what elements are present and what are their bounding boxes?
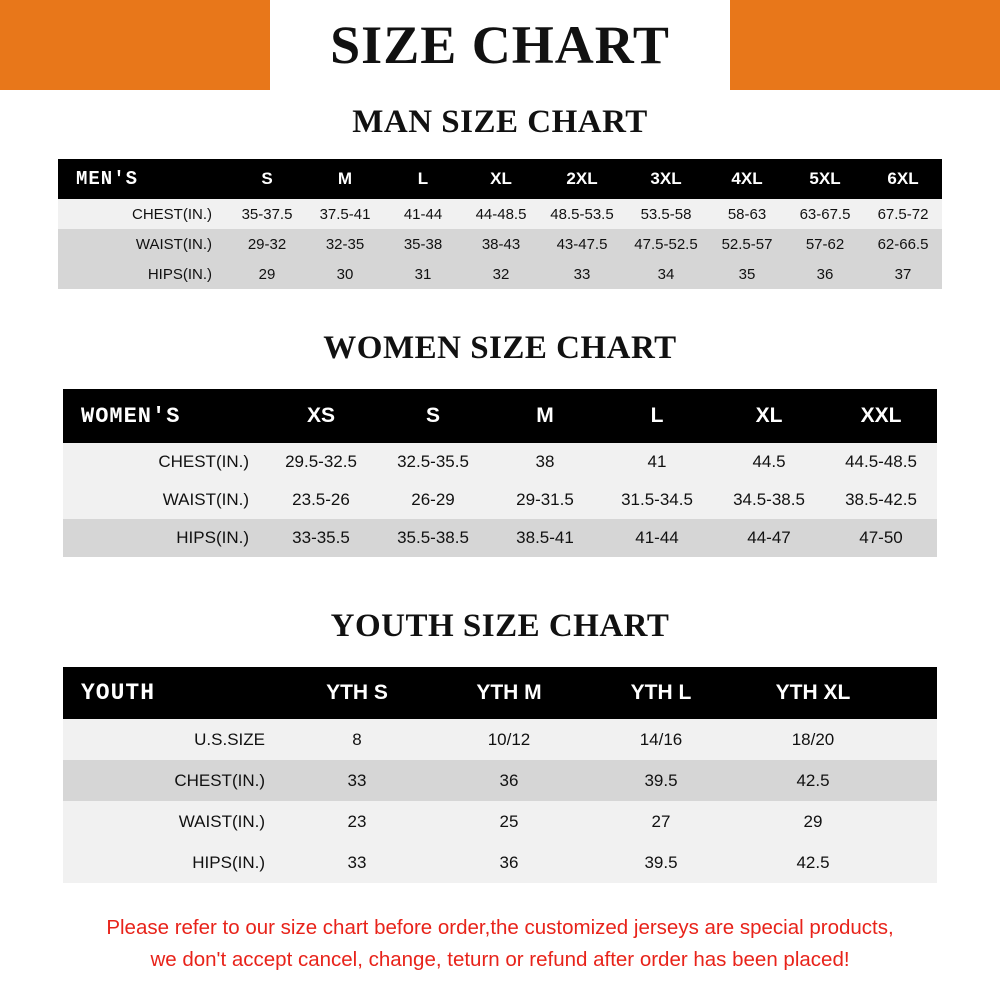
women-cell-2-4: 44-47: [713, 519, 825, 557]
table-header-row: [63, 389, 937, 443]
women-cell-0-0: 29.5-32.5: [265, 443, 377, 481]
women-col-5: XXL: [825, 389, 937, 443]
women-cell-0-2: 38: [489, 443, 601, 481]
women-cell-1-3: 31.5-34.5: [601, 481, 713, 519]
table-row: [63, 481, 937, 519]
women-row-0-label: CHEST(IN.): [63, 443, 265, 481]
man-row-0-label: CHEST(IN.): [58, 199, 228, 229]
women-section-title: WOMEN SIZE CHART: [323, 330, 677, 366]
women-cell-0-5: 44.5-48.5: [825, 443, 937, 481]
man-cell-2-4: 33: [540, 259, 624, 289]
women-table-wrap: [0, 389, 1000, 557]
man-cell-2-0: 29: [228, 259, 306, 289]
youth-cell-2-2: 27: [585, 801, 737, 842]
women-col-4: XL: [713, 389, 825, 443]
man-cell-2-2: 31: [384, 259, 462, 289]
youth-section-title: YOUTH SIZE CHART: [330, 608, 670, 644]
man-cell-0-0: 35-37.5: [228, 199, 306, 229]
man-cell-0-5: 53.5-58: [624, 199, 708, 229]
man-cell-1-1: 32-35: [306, 229, 384, 259]
youth-col-spacer: [889, 667, 937, 719]
table-row: [63, 760, 937, 801]
women-cell-1-2: 29-31.5: [489, 481, 601, 519]
youth-col-0: YTH S: [281, 667, 433, 719]
youth-cell-1-0: 33: [281, 760, 433, 801]
women-section: [0, 330, 1000, 557]
women-cell-1-0: 23.5-26: [265, 481, 377, 519]
man-cell-0-4: 48.5-53.5: [540, 199, 624, 229]
women-cell-1-5: 38.5-42.5: [825, 481, 937, 519]
youth-cell-3-2: 39.5: [585, 842, 737, 883]
man-section-title: MAN SIZE CHART: [352, 104, 648, 140]
table-row: [63, 801, 937, 842]
table-row: [58, 199, 942, 229]
youth-row-0-label: U.S.SIZE: [63, 719, 281, 760]
man-header-label: MEN'S: [58, 159, 228, 199]
top-banner: [0, 0, 1000, 90]
footer-note-line-2: we don't accept cancel, change, teturn or refund after order has been placed!: [150, 948, 850, 971]
man-cell-0-2: 41-44: [384, 199, 462, 229]
youth-size-table: [63, 667, 937, 883]
women-cell-2-3: 41-44: [601, 519, 713, 557]
youth-cell-2-1: 25: [433, 801, 585, 842]
man-cell-2-8: 37: [864, 259, 942, 289]
women-cell-2-1: 35.5-38.5: [377, 519, 489, 557]
banner-title-plate: [270, 0, 730, 90]
youth-cell-0-spacer: [889, 719, 937, 760]
youth-cell-1-3: 42.5: [737, 760, 889, 801]
man-col-8: 6XL: [864, 159, 942, 199]
man-cell-1-6: 52.5-57: [708, 229, 786, 259]
youth-section: [0, 608, 1000, 883]
man-row-1-label: WAIST(IN.): [58, 229, 228, 259]
man-row-2-label: HIPS(IN.): [58, 259, 228, 289]
man-cell-2-3: 32: [462, 259, 540, 289]
man-cell-1-4: 43-47.5: [540, 229, 624, 259]
women-cell-0-4: 44.5: [713, 443, 825, 481]
women-cell-2-2: 38.5-41: [489, 519, 601, 557]
man-col-3: XL: [462, 159, 540, 199]
man-size-table: [58, 159, 942, 289]
table-header-row: [63, 667, 937, 719]
man-section: [0, 104, 1000, 289]
women-cell-1-4: 34.5-38.5: [713, 481, 825, 519]
man-col-0: S: [228, 159, 306, 199]
women-size-table: [63, 389, 937, 557]
man-cell-0-3: 44-48.5: [462, 199, 540, 229]
women-cell-0-3: 41: [601, 443, 713, 481]
youth-cell-0-2: 14/16: [585, 719, 737, 760]
women-col-0: XS: [265, 389, 377, 443]
man-cell-0-8: 67.5-72: [864, 199, 942, 229]
youth-cell-3-1: 36: [433, 842, 585, 883]
youth-cell-2-3: 29: [737, 801, 889, 842]
youth-table-wrap: [0, 667, 1000, 883]
youth-col-1: YTH M: [433, 667, 585, 719]
man-table-wrap: [0, 159, 1000, 289]
youth-row-1-label: CHEST(IN.): [63, 760, 281, 801]
table-row: [63, 519, 937, 557]
man-col-2: L: [384, 159, 462, 199]
youth-cell-1-1: 36: [433, 760, 585, 801]
women-cell-0-1: 32.5-35.5: [377, 443, 489, 481]
man-cell-0-1: 37.5-41: [306, 199, 384, 229]
youth-cell-3-spacer: [889, 842, 937, 883]
man-cell-0-6: 58-63: [708, 199, 786, 229]
man-col-7: 5XL: [786, 159, 864, 199]
table-row: [63, 443, 937, 481]
table-header-row: [58, 159, 942, 199]
man-cell-2-7: 36: [786, 259, 864, 289]
women-cell-1-1: 26-29: [377, 481, 489, 519]
youth-cell-0-1: 10/12: [433, 719, 585, 760]
youth-cell-1-2: 39.5: [585, 760, 737, 801]
youth-cell-2-spacer: [889, 801, 937, 842]
table-row: [63, 719, 937, 760]
youth-header-label: YOUTH: [63, 667, 281, 719]
women-col-3: L: [601, 389, 713, 443]
man-cell-2-6: 35: [708, 259, 786, 289]
table-row: [58, 229, 942, 259]
youth-row-3-label: HIPS(IN.): [63, 842, 281, 883]
youth-cell-0-3: 18/20: [737, 719, 889, 760]
women-col-1: S: [377, 389, 489, 443]
youth-cell-2-0: 23: [281, 801, 433, 842]
youth-col-3: YTH XL: [737, 667, 889, 719]
women-col-2: M: [489, 389, 601, 443]
table-row: [63, 842, 937, 883]
women-row-2-label: HIPS(IN.): [63, 519, 265, 557]
man-cell-1-0: 29-32: [228, 229, 306, 259]
man-col-1: M: [306, 159, 384, 199]
youth-cell-3-0: 33: [281, 842, 433, 883]
women-cell-2-5: 47-50: [825, 519, 937, 557]
man-col-6: 4XL: [708, 159, 786, 199]
page-title: SIZE CHART: [330, 15, 670, 75]
youth-cell-3-3: 42.5: [737, 842, 889, 883]
youth-row-2-label: WAIST(IN.): [63, 801, 281, 842]
man-cell-1-3: 38-43: [462, 229, 540, 259]
table-row: [58, 259, 942, 289]
man-col-5: 3XL: [624, 159, 708, 199]
youth-col-2: YTH L: [585, 667, 737, 719]
man-cell-2-1: 30: [306, 259, 384, 289]
man-col-4: 2XL: [540, 159, 624, 199]
man-cell-1-7: 57-62: [786, 229, 864, 259]
footer-note-line-1: Please refer to our size chart before order,the customized jerseys are special products,: [106, 916, 894, 939]
women-row-1-label: WAIST(IN.): [63, 481, 265, 519]
youth-cell-1-spacer: [889, 760, 937, 801]
man-cell-1-5: 47.5-52.5: [624, 229, 708, 259]
man-cell-2-5: 34: [624, 259, 708, 289]
women-cell-2-0: 33-35.5: [265, 519, 377, 557]
women-header-label: WOMEN'S: [63, 389, 265, 443]
footer-note: [0, 912, 1000, 976]
youth-cell-0-0: 8: [281, 719, 433, 760]
man-cell-0-7: 63-67.5: [786, 199, 864, 229]
man-cell-1-2: 35-38: [384, 229, 462, 259]
man-cell-1-8: 62-66.5: [864, 229, 942, 259]
